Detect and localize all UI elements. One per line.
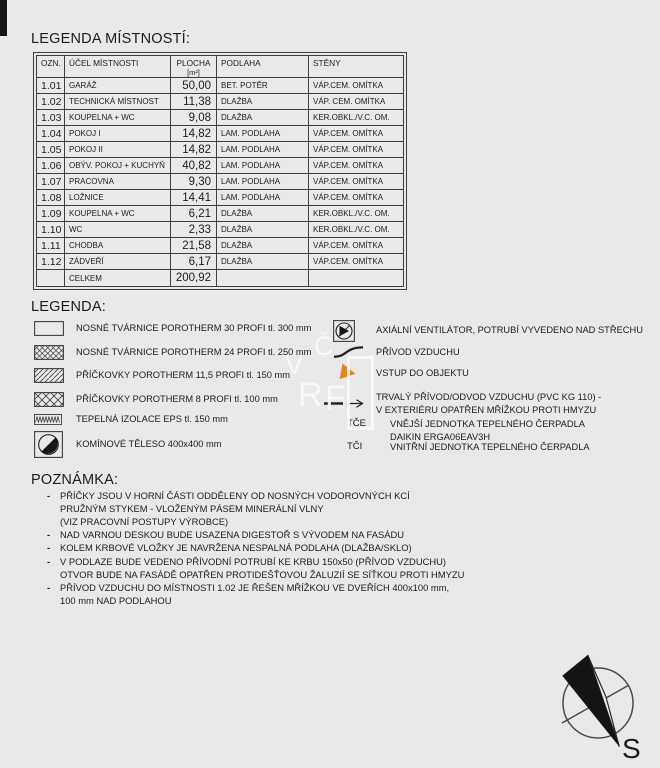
col-header-plocha: PLOCHA [m²]	[171, 56, 217, 78]
legend-item-label: TEPELNÁ IZOLACE EPS tl. 150 mm	[76, 414, 228, 424]
watermark-letter: V	[285, 350, 304, 380]
note-line	[47, 515, 627, 528]
room-row	[37, 158, 404, 174]
note-text: PRUŽNÝM STYKEM - VLOŽENÝM PÁSEM MINERÁLNÍ VLNY	[60, 503, 324, 515]
tce-label-line1: VNĚJŠÍ JEDNOTKA TEPELNÉHO ČERPADLA	[390, 419, 585, 429]
total-label-cell: CELKEM	[65, 270, 171, 287]
room-floor-cell	[217, 270, 309, 287]
note-text: (VIZ PRACOVNÍ POSTUPY VÝROBCE)	[60, 516, 229, 528]
porotherm-30-hatch-icon	[34, 321, 64, 336]
note-text: NAD VARNOU DESKOU BUDE USAZENA DIGESTOŘ S VÝVODEM NA FASÁDU	[60, 529, 404, 541]
chimney-icon	[34, 431, 64, 458]
watermark-letter: Č	[314, 331, 334, 361]
legend-item-label: AXIÁLNÍ VENTILÁTOR, POTRUBÍ VYVEDENO NAD STŘECHU	[376, 325, 643, 336]
room-name-cell: POKOJ II	[65, 142, 171, 158]
room-walls-cell: VÁP.CEM. OMÍTKA	[309, 174, 404, 190]
note-text: PŘÍVOD VZDUCHU DO MÍSTNOSTI 1.02 JE ŘEŠEN MŘÍŽKOU VE DVEŘÍCH 400x100 mm,	[60, 581, 450, 593]
room-area-cell: 2,33	[171, 222, 217, 238]
note-text: KOLEM KRBOVÉ VLOŽKY JE NAVRŽENA NESPALNÁ PODLAHA (DLAŽBA/SKLO)	[60, 542, 412, 554]
room-walls-cell: KER.OBKL./V.C. OM.	[309, 110, 404, 126]
room-area-cell: 14,41	[171, 190, 217, 206]
room-row	[37, 206, 404, 222]
legend-item-label	[390, 418, 585, 443]
room-floor-cell: LAM. PODLAHA	[217, 190, 309, 206]
room-floor-cell: LAM. PODLAHA	[217, 126, 309, 142]
room-id-cell: 1.05	[37, 142, 65, 158]
room-area-cell: 21,58	[171, 238, 217, 254]
room-legend-title: LEGENDA MÍSTNOSTÍ:	[31, 31, 191, 47]
legend-item-tci	[333, 441, 590, 454]
room-total-row	[37, 270, 404, 287]
room-name-cell: ZÁDVEŘÍ	[65, 254, 171, 270]
room-area-cell: 50,00	[171, 78, 217, 94]
legend-item-porotherm-24	[34, 344, 311, 360]
legend-item-label: PŘÍČKOVKY POROTHERM 8 PROFI tl. 100 mm	[76, 394, 278, 404]
note-text: 100 mm NAD PODLAHOU	[60, 594, 172, 606]
legend-item-porotherm-30	[34, 320, 311, 336]
room-area-cell: 14,82	[171, 142, 217, 158]
room-walls-cell: VÁP.CEM. OMÍTKA	[309, 78, 404, 94]
note-text: V PODLAZE BUDE VEDENO PŘÍVODNÍ POTRUBÍ KE KRBU 150x50 (PŘÍVOD VZDUCHU)	[60, 555, 447, 567]
room-area-cell: 9,30	[171, 174, 217, 190]
room-floor-cell: BET. POTĚR	[217, 78, 309, 94]
notes-title: POZNÁMKA:	[31, 472, 119, 488]
note-bullet: -	[47, 581, 51, 593]
legend-item-label: NOSNÉ TVÁRNICE POROTHERM 24 PROFI tl. 250 mm	[76, 347, 312, 357]
room-row	[37, 142, 404, 158]
room-id-cell: 1.11	[37, 238, 65, 254]
room-area-cell: 6,17	[171, 254, 217, 270]
room-walls-cell: VÁP.CEM. OMÍTKA	[309, 158, 404, 174]
room-row	[37, 174, 404, 190]
legend-item-label: KOMÍNOVÉ TĚLESO 400x400 mm	[76, 439, 222, 449]
room-id-cell: 1.04	[37, 126, 65, 142]
porotherm-8-hatch-icon	[34, 392, 64, 407]
room-name-cell: WC	[65, 222, 171, 238]
room-floor-cell: DLAŽBA	[217, 222, 309, 238]
room-name-cell: GARÁŽ	[65, 78, 171, 94]
notes-list	[47, 489, 627, 607]
room-area-cell: 14,82	[171, 126, 217, 142]
room-floor-cell: DLAŽBA	[217, 110, 309, 126]
room-area-cell: 11,38	[171, 94, 217, 110]
note-line	[47, 489, 627, 502]
note-bullet: -	[47, 542, 51, 554]
legend-item-label	[376, 391, 601, 416]
room-id-cell: 1.06	[37, 158, 65, 174]
room-floor-cell: LAM. PODLAHA	[217, 158, 309, 174]
room-row	[37, 94, 404, 110]
room-row	[37, 238, 404, 254]
watermark-letter: F	[325, 379, 346, 417]
room-floor-cell: DLAŽBA	[217, 238, 309, 254]
legend-item-axial-fan	[333, 319, 643, 342]
note-line	[47, 568, 627, 581]
legend-item-label: PŘÍČKOVKY POROTHERM 11,5 PROFI tl. 150 mm	[76, 370, 291, 380]
total-area-cell: 200,92	[171, 270, 217, 287]
room-walls-cell: KER.OBKL./V.C. OM.	[309, 206, 404, 222]
duct-label-line2: V EXTERIÉRU OPATŘEN MŘÍŽKOU PROTI HMYZU	[376, 404, 597, 415]
legend-item-porotherm-115	[34, 367, 290, 383]
note-text: PŘÍČKY JSOU V HORNÍ ČÁSTI ODDĚLENY OD NOSNÝCH VODOROVNÝCH KCÍ	[60, 490, 410, 502]
room-id-cell: 1.03	[37, 110, 65, 126]
note-line	[47, 541, 627, 554]
room-row	[37, 78, 404, 94]
room-id-cell: 1.07	[37, 174, 65, 190]
room-walls-cell: VÁP.CEM. OMÍTKA	[309, 238, 404, 254]
room-id-cell: 1.09	[37, 206, 65, 222]
note-bullet: -	[47, 529, 51, 541]
thermal-insulation-icon	[34, 414, 64, 425]
room-name-cell: OBÝV. POKOJ + KUCHYŇ	[65, 158, 171, 174]
sheet-corner-mark	[0, 0, 7, 36]
room-name-cell: CHODBA	[65, 238, 171, 254]
room-floor-cell: LAM. PODLAHA	[217, 142, 309, 158]
col-header-plocha-unit: [m²]	[187, 68, 200, 77]
note-line	[47, 594, 627, 607]
room-area-cell: 40,82	[171, 158, 217, 174]
room-walls-cell: VÁP.CEM. OMÍTKA	[309, 190, 404, 206]
room-floor-cell: DLAŽBA	[217, 254, 309, 270]
room-walls-cell	[309, 270, 404, 287]
legend-item-porotherm-8	[34, 391, 278, 407]
col-header-steny: STĚNY	[309, 56, 404, 78]
note-bullet: -	[47, 490, 51, 502]
legend-item-label: NOSNÉ TVÁRNICE POROTHERM 30 PROFI tl. 300 mm	[76, 323, 312, 333]
room-name-cell: KOUPELNA + WC	[65, 110, 171, 126]
room-area-cell: 9,08	[171, 110, 217, 126]
legend-item-label: VSTUP DO OBJEKTU	[376, 367, 469, 378]
col-header-podlaha: PODLAHA	[217, 56, 309, 78]
room-id-cell: 1.02	[37, 94, 65, 110]
room-id-cell	[37, 270, 65, 287]
room-id-cell: 1.10	[37, 222, 65, 238]
room-walls-cell: VÁP. CEM. OMÍTKA	[309, 94, 404, 110]
room-row	[37, 110, 404, 126]
room-name-cell: TECHNICKÁ MÍSTNOST	[65, 94, 171, 110]
tce-abbr: TČE	[347, 418, 366, 429]
duct-label-line1: TRVALÝ PŘÍVOD/ODVOD VZDUCHU (PVC KG 110) -	[376, 392, 602, 402]
porotherm-115-hatch-icon	[34, 368, 64, 383]
note-line	[47, 581, 627, 594]
watermark-letter: R	[298, 376, 323, 414]
room-table-header	[37, 56, 404, 78]
room-name-cell: LOŽNICE	[65, 190, 171, 206]
col-header-ucel: ÚČEL MÍSTNOSTI	[65, 56, 171, 78]
room-name-cell: PRACOVNA	[65, 174, 171, 190]
note-bullet: -	[47, 555, 51, 567]
legend-item-insulation	[34, 413, 228, 425]
tci-abbr: TČI	[347, 441, 363, 452]
legend-title: LEGENDA:	[31, 299, 106, 315]
note-line	[47, 528, 627, 541]
note-line	[47, 554, 627, 567]
note-text: OTVOR BUDE NA FASÁDĚ OPATŘEN PROTIDEŠŤOVOU ŽALUZIÍ SE SÍŤKOU PROTI HMYZU	[60, 568, 465, 580]
room-name-cell: POKOJ I	[65, 126, 171, 142]
legend-item-chimney	[34, 430, 222, 458]
room-row	[37, 190, 404, 206]
porotherm-24-hatch-icon	[34, 345, 64, 360]
room-id-cell: 1.08	[37, 190, 65, 206]
room-floor-cell: DLAŽBA	[217, 94, 309, 110]
legend-item-label: PŘÍVOD VZDUCHU	[376, 346, 460, 357]
watermark-box	[347, 356, 374, 430]
tce-label-line2: DAIKIN ERGA06EAV3H	[390, 431, 491, 442]
room-name-cell: KOUPELNA + WC	[65, 206, 171, 222]
axial-fan-icon	[333, 320, 376, 342]
note-line	[47, 502, 627, 515]
room-id-cell: 1.12	[37, 254, 65, 270]
tci-label: VNITŘNÍ JEDNOTKA TEPELNÉHO ČERPADLA	[390, 442, 590, 452]
room-table-frame	[33, 52, 407, 290]
room-row	[37, 126, 404, 142]
room-table	[36, 55, 404, 287]
room-floor-cell: LAM. PODLAHA	[217, 174, 309, 190]
north-label: S	[622, 733, 641, 764]
room-walls-cell: VÁP.CEM. OMÍTKA	[309, 142, 404, 158]
col-header-ozn: OZN.	[37, 56, 65, 78]
room-walls-cell: VÁP.CEM. OMÍTKA	[309, 126, 404, 142]
room-row	[37, 222, 404, 238]
room-id-cell: 1.01	[37, 78, 65, 94]
room-row	[37, 254, 404, 270]
room-floor-cell: DLAŽBA	[217, 206, 309, 222]
room-area-cell: 6,21	[171, 206, 217, 222]
room-walls-cell: KER.OBKL./V.C. OM.	[309, 222, 404, 238]
room-walls-cell: VÁP.CEM. OMÍTKA	[309, 254, 404, 270]
